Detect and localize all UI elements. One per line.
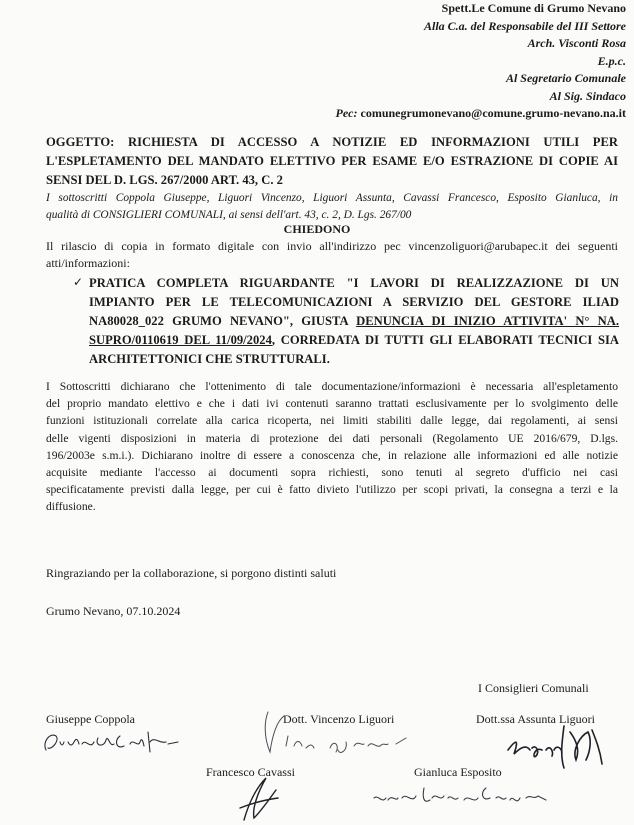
request-item-line — [89, 312, 619, 331]
signature-francesco-cavassi — [232, 770, 292, 824]
request-item-text: , CORREDATA DI TUTTI GLI ELABORATI TECNICI SIA — [271, 333, 619, 347]
request-intro-line: atti/informazioni: — [46, 255, 130, 270]
declaration-line: funzioni istituzionali correlate alla carica ricoperta, nei limiti stabiliti dalle legge, dai regolamenti, ai sensi — [46, 414, 618, 428]
signature-vincenzo-liguori — [250, 708, 420, 762]
signer-name: Dott.ssa Assunta Liguori — [476, 712, 595, 726]
pec-address: comunegrumonevano@comune.grumo-nevano.na.it — [360, 106, 626, 120]
subject-line: SENSI DEL D. LGS. 267/2000 ART. 43, C. 2 — [46, 173, 283, 187]
request-intro — [46, 238, 618, 271]
request-item-line: PRATICA COMPLETA RIGUARDANTE "I LAVORI DI REALIZZAZIONE DI UN — [89, 276, 619, 290]
declaration-line: I Sottoscritti dichiarano che l'ottenimento di tale documentazione/informazioni è necessaria all'espletamento — [46, 380, 618, 393]
request-item-line — [89, 331, 619, 350]
declaration-line: diffusione. — [46, 500, 96, 514]
place-date: Grumo Nevano, 07.10.2024 — [46, 604, 181, 618]
signatories-line: I sottoscritti Coppola Giuseppe, Liguori Vincenzo, Liguori Assunta, Cavassi Francesco, Esposito Gianluca, in — [46, 192, 618, 204]
signature-title: I Consiglieri Comunali — [478, 681, 589, 695]
recipient-line: Al Segretario Comunale — [505, 71, 626, 85]
recipient-line: Arch. Visconti Rosa — [527, 36, 626, 50]
check-icon: ✓ — [73, 275, 84, 289]
declaration-line: acquisite mediante l'accesso ai documenti sopra richiesti, sono tenuti al segreto d'ufficio nei casi — [46, 466, 618, 480]
signature-gianluca-esposito — [368, 778, 568, 812]
signer-name: Gianluca Esposito — [414, 765, 502, 779]
recipient-block — [336, 0, 626, 123]
subject-line: L'ESPLETAMENTO DEL MANDATO ELETTIVO PER ESAME E/O ESTRAZIONE DI COPIE AI — [46, 154, 618, 168]
declaration-line: del proprio mandato elettivo e che i dati ivi contenuti saranno trattati esclusivamente per lo svolgimento delle — [46, 397, 618, 411]
recipient-line: Al Sig. Sindaco — [549, 88, 626, 103]
signatories-line: qualità di CONSIGLIERI COMUNALI, ai sensi dell'art. 43, c. 2, D. Lgs. 267/00 — [46, 208, 412, 221]
request-item-underlined: SUPRO/0110619 DEL 11/09/2024 — [89, 333, 272, 347]
declaration-line: 196/2003e s.m.i.). Dichiarano inoltre di essere a conoscenza che, in relazione alle informazioni ed alle notizie — [46, 448, 618, 462]
request-item-underlined: DENUNCIA DI INIZIO ATTIVITA' N° NA. — [356, 314, 619, 328]
recipient-line: E.p.c. — [597, 53, 626, 68]
declaration-paragraph — [46, 378, 618, 516]
pec-label: Pec: — [335, 106, 358, 120]
request-item — [89, 274, 619, 369]
request-item-text: NA80028_022 GRUMO NEVANO", GIUSTA — [89, 314, 357, 328]
signer-name: Francesco Cavassi — [206, 765, 295, 779]
signature-giuseppe-coppola — [40, 724, 190, 760]
request-intro-line: Il rilascio di copia in formato digitale con invio all'indirizzo pec vincenzoliguori@arubapec.it dei seguenti — [46, 239, 618, 253]
pec-line — [336, 105, 626, 123]
request-item-line: ARCHITETTONICI CHE STRUTTURALI. — [89, 352, 330, 366]
signer-name: Dott. Vincenzo Liguori — [283, 712, 395, 726]
subject-line: OGGETTO: RICHIESTA DI ACCESSO A NOTIZIE ED INFORMAZIONI UTILI PER — [46, 135, 618, 149]
declaration-line: delle vigenti disposizioni in materia di protezione dei dati personali (Regolamento UE 2016/679, D.lgs. — [46, 431, 618, 445]
declaration-line: specificatamente previsti dalla legge, per cui è fatto divieto l'utilizzo per scopi privati, la consegna a terzi e la — [46, 483, 618, 497]
request-item-line: IMPIANTO PER LE TELECOMUNICAZIONI A SERVIZIO DEL GESTORE ILIAD — [89, 295, 619, 309]
signature-assunta-liguori — [500, 720, 610, 772]
subject — [46, 133, 618, 190]
recipient-line: Spett.Le Comune di Grumo Nevano — [441, 1, 626, 15]
request-heading: CHIEDONO — [283, 222, 351, 236]
signer-name: Giuseppe Coppola — [46, 712, 135, 726]
closing-text: Ringraziando per la collaborazione, si porgono distinti saluti — [46, 566, 337, 580]
signatories-intro — [46, 190, 618, 223]
recipient-line: Alla C.a. del Responsabile del III Settore — [423, 18, 626, 33]
